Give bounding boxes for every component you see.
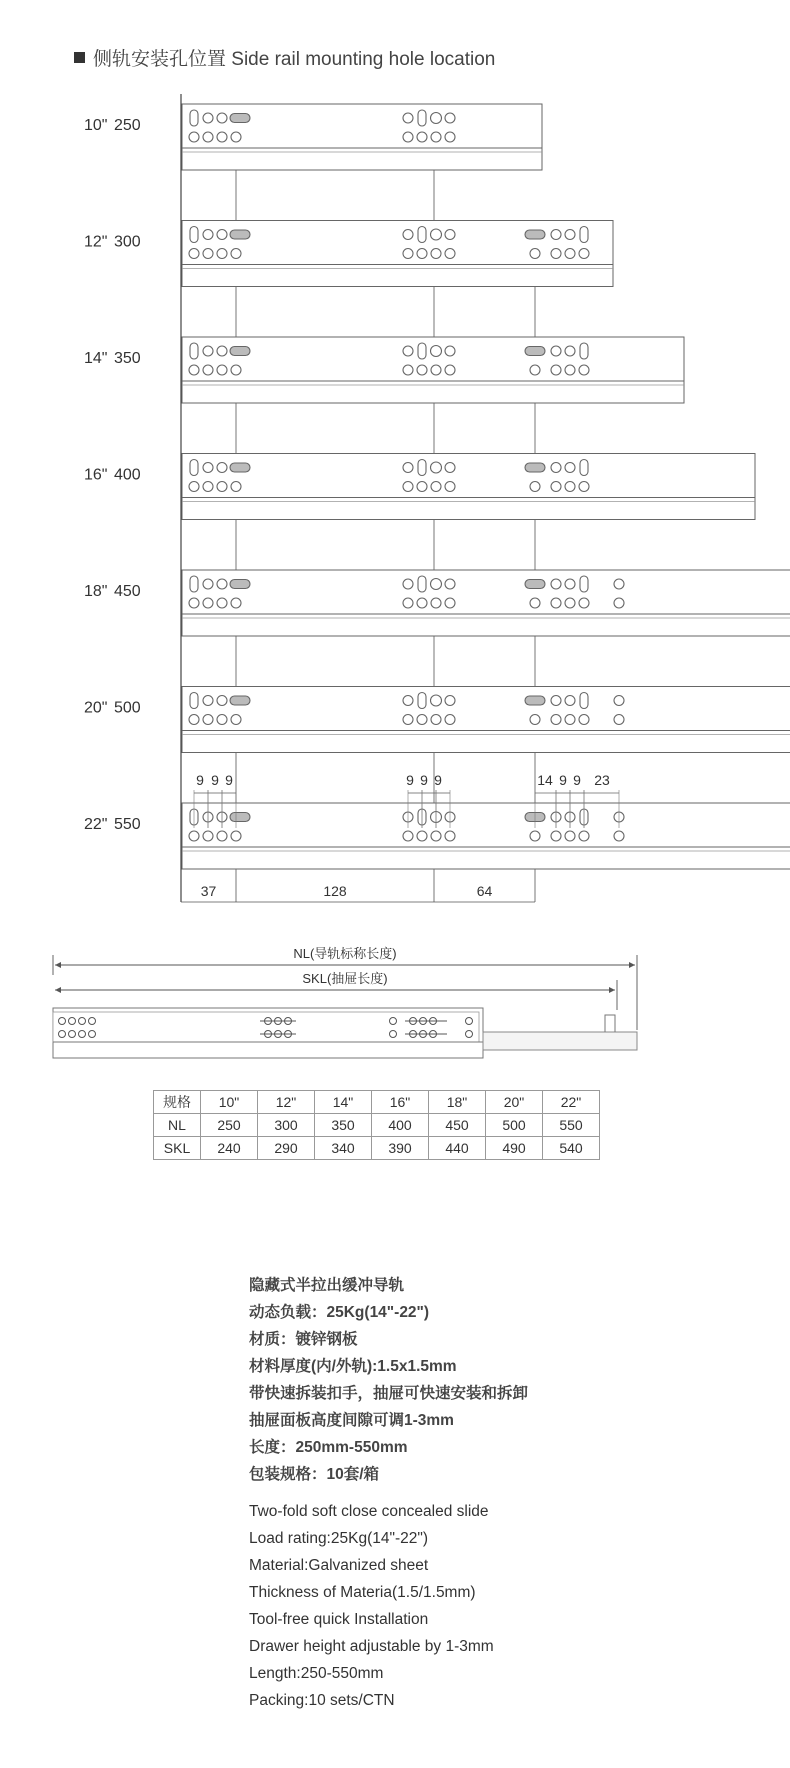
hole-icon — [565, 696, 575, 706]
hole-icon — [189, 482, 199, 492]
slot-icon — [230, 696, 250, 705]
hole-icon — [217, 463, 227, 473]
hole-icon — [403, 132, 413, 142]
desc-line: Packing:10 sets/CTN — [249, 1692, 395, 1709]
slot-icon — [230, 347, 250, 356]
hole-icon — [217, 346, 227, 356]
hole-icon — [466, 1018, 473, 1025]
hole-icon — [614, 598, 624, 608]
hole-icon — [203, 249, 213, 259]
rail-size-inch: 14" — [84, 350, 108, 367]
table-cell: 14" — [315, 1091, 372, 1114]
hole-icon — [189, 132, 199, 142]
hole-icon — [217, 598, 227, 608]
desc-line: Length:250-550mm — [249, 1665, 384, 1682]
hole-spacing-label: 9 — [225, 772, 233, 788]
hole-icon — [579, 482, 589, 492]
hole-icon — [614, 831, 624, 841]
hole-icon — [551, 696, 561, 706]
slot-icon — [190, 693, 198, 709]
hole-icon — [530, 482, 540, 492]
hole-icon — [390, 1018, 397, 1025]
hole-icon — [431, 482, 441, 492]
hole-icon — [530, 365, 540, 375]
hole-icon — [285, 1018, 292, 1025]
slot-icon — [230, 463, 250, 472]
hole-icon — [430, 1031, 437, 1038]
hole-icon — [417, 598, 427, 608]
hole-icon — [189, 365, 199, 375]
desc-line: Two-fold soft close concealed slide — [249, 1503, 489, 1520]
hole-icon — [203, 132, 213, 142]
hole-icon — [431, 715, 441, 725]
hole-icon — [551, 598, 561, 608]
hole-icon — [231, 132, 241, 142]
slot-icon — [580, 576, 588, 592]
hole-icon — [565, 831, 575, 841]
slot-icon — [525, 580, 545, 589]
hole-icon — [551, 715, 561, 725]
slot-icon — [230, 813, 250, 822]
hole-icon — [445, 696, 455, 706]
hole-icon — [431, 132, 441, 142]
hole-icon — [217, 113, 227, 123]
hole-icon — [69, 1018, 76, 1025]
hole-icon — [217, 365, 227, 375]
slot-icon — [418, 693, 426, 709]
desc-line: Tool-free quick Installation — [249, 1611, 429, 1628]
slot-icon — [580, 693, 588, 709]
rail-size-inch: 16" — [84, 466, 108, 484]
hole-icon — [579, 831, 589, 841]
desc-line: Load rating:25Kg(14"-22") — [249, 1530, 429, 1547]
table-cell: 16" — [372, 1091, 429, 1114]
bottom-dimension-label: 128 — [323, 883, 347, 899]
rail-outline — [182, 454, 755, 520]
hole-icon — [403, 230, 413, 240]
hole-icon — [217, 230, 227, 240]
hole-icon — [445, 113, 455, 123]
hole-icon — [285, 1031, 292, 1038]
table-cell: 240 — [201, 1137, 258, 1160]
hole-icon — [203, 598, 213, 608]
slot-icon — [525, 696, 545, 705]
hole-icon — [203, 365, 213, 375]
hole-icon — [203, 463, 213, 473]
hole-icon — [417, 132, 427, 142]
hole-icon — [445, 831, 455, 841]
desc-line: 抽屉面板高度间隙可调1-3mm — [249, 1412, 454, 1429]
hole-icon — [275, 1018, 282, 1025]
hole-icon — [445, 482, 455, 492]
hole-icon — [431, 831, 441, 841]
hole-icon — [403, 696, 413, 706]
hole-icon — [89, 1018, 96, 1025]
hole-icon — [530, 715, 540, 725]
hole-icon — [403, 249, 413, 259]
desc-line: 材料厚度(内/外轨):1.5x1.5mm — [249, 1358, 457, 1375]
hole-icon — [417, 715, 427, 725]
table-cell: 18" — [429, 1091, 486, 1114]
slot-icon — [525, 463, 545, 472]
table-cell: 290 — [258, 1137, 315, 1160]
desc-line: 包装规格：10套/箱 — [249, 1466, 380, 1483]
hole-icon — [403, 463, 413, 473]
hole-icon — [551, 831, 561, 841]
hole-spacing-label: 9 — [406, 772, 414, 788]
hole-icon — [203, 346, 213, 356]
hole-icon — [417, 482, 427, 492]
spec-table — [153, 1090, 600, 1160]
hole-spacing-label: 9 — [434, 772, 442, 788]
bottom-dimension-label: 64 — [476, 883, 493, 899]
slot-icon — [418, 343, 426, 359]
rail-size-mm: 350 — [114, 350, 141, 367]
hole-icon — [203, 696, 213, 706]
nl-label: NL(导轨标称长度) — [293, 946, 397, 961]
hole-icon — [203, 230, 213, 240]
rail-size-inch: 18" — [84, 583, 108, 600]
hole-icon — [614, 579, 624, 589]
table-cell: SKL — [154, 1137, 201, 1160]
hole-icon — [579, 365, 589, 375]
hole-icon — [203, 579, 213, 589]
hole-icon — [431, 346, 442, 357]
hole-spacing-label: 14 — [537, 772, 553, 788]
hole-icon — [551, 463, 561, 473]
hole-icon — [403, 598, 413, 608]
rail-size-mm: 450 — [114, 583, 141, 600]
hole-icon — [79, 1018, 86, 1025]
desc-line: 长度：250mm-550mm — [249, 1439, 408, 1456]
slot-icon — [190, 576, 198, 592]
hole-icon — [445, 249, 455, 259]
hole-icon — [431, 365, 441, 375]
hole-icon — [530, 598, 540, 608]
hole-icon — [431, 249, 441, 259]
hole-icon — [265, 1018, 272, 1025]
hole-icon — [579, 598, 589, 608]
table-cell: 250 — [201, 1114, 258, 1137]
rail-size-mm: 500 — [114, 699, 141, 717]
hole-icon — [59, 1031, 66, 1038]
hole-spacing-label: 9 — [211, 772, 219, 788]
table-cell: 300 — [258, 1114, 315, 1137]
hole-icon — [445, 598, 455, 608]
hole-icon — [420, 1018, 427, 1025]
hole-icon — [403, 482, 413, 492]
hole-icon — [551, 482, 561, 492]
rail-size-mm: 550 — [114, 816, 141, 833]
rail-size-mm: 400 — [114, 466, 141, 484]
slot-icon — [230, 230, 250, 239]
desc-line: Thickness of Materia(1.5/1.5mm) — [249, 1584, 476, 1601]
hole-icon — [217, 696, 227, 706]
description-english — [249, 1498, 494, 1714]
table-cell: 500 — [486, 1114, 543, 1137]
hole-icon — [431, 579, 442, 590]
description-chinese — [249, 1272, 528, 1488]
hole-icon — [59, 1018, 66, 1025]
hole-icon — [565, 463, 575, 473]
hole-icon — [614, 715, 624, 725]
hole-icon — [565, 365, 575, 375]
hole-spacing-label: 23 — [594, 772, 610, 788]
hole-icon — [403, 346, 413, 356]
hole-icon — [231, 249, 241, 259]
table-cell: 340 — [315, 1137, 372, 1160]
hole-icon — [417, 249, 427, 259]
hole-icon — [231, 598, 241, 608]
slot-icon — [190, 343, 198, 359]
hole-icon — [203, 482, 213, 492]
hole-icon — [565, 482, 575, 492]
hole-icon — [217, 579, 227, 589]
hole-icon — [530, 831, 540, 841]
desc-line: 带快速拆装扣手，抽屉可快速安装和拆卸 — [249, 1385, 529, 1402]
hole-icon — [445, 365, 455, 375]
hole-icon — [217, 715, 227, 725]
hole-icon — [403, 365, 413, 375]
table-cell: 550 — [543, 1114, 600, 1137]
slot-icon — [230, 114, 250, 123]
hole-icon — [231, 365, 241, 375]
hole-icon — [203, 715, 213, 725]
desc-line: Drawer height adjustable by 1-3mm — [249, 1638, 494, 1655]
hole-icon — [551, 249, 561, 259]
hole-icon — [403, 831, 413, 841]
slot-icon — [230, 580, 250, 589]
hole-icon — [431, 695, 442, 706]
hole-icon — [203, 113, 213, 123]
desc-line: 材质：镀锌钢板 — [249, 1331, 358, 1348]
hole-icon — [189, 831, 199, 841]
slot-icon — [580, 460, 588, 476]
table-cell: 540 — [543, 1137, 600, 1160]
desc-line: 动态负载：25Kg(14"-22") — [249, 1304, 430, 1321]
desc-line: 隐藏式半拉出缓冲导轨 — [249, 1277, 405, 1294]
hole-icon — [417, 365, 427, 375]
hole-spacing-label: 9 — [196, 772, 204, 788]
table-cell: 450 — [429, 1114, 486, 1137]
rail-size-inch: 20" — [84, 699, 108, 717]
table-cell: 390 — [372, 1137, 429, 1160]
hole-icon — [579, 249, 589, 259]
hole-icon — [466, 1031, 473, 1038]
hole-icon — [403, 113, 413, 123]
slot-icon — [580, 227, 588, 243]
slot-icon — [418, 227, 426, 243]
hole-icon — [445, 579, 455, 589]
hole-icon — [445, 230, 455, 240]
hole-icon — [431, 229, 442, 240]
rail-size-inch: 22" — [84, 816, 108, 833]
slot-icon — [418, 576, 426, 592]
slot-icon — [190, 460, 198, 476]
hole-icon — [410, 1031, 417, 1038]
table-row — [154, 1137, 600, 1160]
rail-outline — [182, 570, 790, 636]
rail-outline — [182, 687, 790, 753]
rail-size-mm: 250 — [114, 117, 141, 134]
hole-icon — [410, 1018, 417, 1025]
table-cell: 22" — [543, 1091, 600, 1114]
hole-icon — [231, 715, 241, 725]
desc-line: Material:Galvanized sheet — [249, 1557, 429, 1574]
hole-icon — [189, 598, 199, 608]
hole-icon — [431, 598, 441, 608]
hole-icon — [420, 1031, 427, 1038]
hole-icon — [551, 579, 561, 589]
table-cell: 10" — [201, 1091, 258, 1114]
hole-spacing-label: 9 — [559, 772, 567, 788]
rail-outline — [182, 803, 790, 869]
hole-icon — [189, 249, 199, 259]
hole-icon — [445, 346, 455, 356]
slot-icon — [525, 230, 545, 239]
rail-size-mm: 300 — [114, 233, 141, 251]
hole-icon — [445, 463, 455, 473]
hole-icon — [551, 230, 561, 240]
rail-size-inch: 10" — [84, 117, 108, 134]
hole-icon — [203, 831, 213, 841]
hole-icon — [614, 696, 624, 706]
table-cell: NL — [154, 1114, 201, 1137]
hole-icon — [565, 715, 575, 725]
hole-icon — [579, 715, 589, 725]
hole-icon — [189, 715, 199, 725]
table-cell: 490 — [486, 1137, 543, 1160]
hole-spacing-label: 9 — [420, 772, 428, 788]
hole-icon — [551, 365, 561, 375]
hole-icon — [231, 831, 241, 841]
hole-icon — [445, 132, 455, 142]
slot-icon — [525, 347, 545, 356]
hole-icon — [217, 831, 227, 841]
slot-icon — [190, 110, 198, 126]
rail-size-inch: 12" — [84, 233, 108, 251]
table-cell: 400 — [372, 1114, 429, 1137]
hole-spacing-label: 9 — [573, 772, 581, 788]
table-cell: 350 — [315, 1114, 372, 1137]
hole-icon — [551, 346, 561, 356]
hole-icon — [565, 346, 575, 356]
hole-icon — [417, 831, 427, 841]
slot-icon — [418, 110, 426, 126]
table-cell: 规格 — [154, 1091, 201, 1114]
table-cell: 440 — [429, 1137, 486, 1160]
hole-icon — [403, 579, 413, 589]
section-heading-text: 侧轨安装孔位置 Side rail mounting hole location — [93, 49, 496, 70]
hole-icon — [265, 1031, 272, 1038]
hole-icon — [565, 230, 575, 240]
hole-icon — [445, 715, 455, 725]
hole-icon — [430, 1018, 437, 1025]
hole-icon — [275, 1031, 282, 1038]
hole-icon — [69, 1031, 76, 1038]
hole-icon — [79, 1031, 86, 1038]
hole-icon — [390, 1031, 397, 1038]
hole-icon — [89, 1031, 96, 1038]
table-row — [154, 1114, 600, 1137]
skl-label: SKL(抽屉长度) — [302, 971, 388, 986]
slot-icon — [190, 227, 198, 243]
hole-icon — [217, 249, 227, 259]
hole-icon — [217, 482, 227, 492]
hole-icon — [403, 715, 413, 725]
hole-icon — [565, 249, 575, 259]
hole-icon — [565, 598, 575, 608]
hole-icon — [431, 462, 442, 473]
slot-icon — [418, 460, 426, 476]
bottom-dimension-label: 37 — [200, 883, 217, 899]
table-cell: 12" — [258, 1091, 315, 1114]
hole-icon — [217, 132, 227, 142]
hole-icon — [530, 249, 540, 259]
hole-icon — [431, 113, 442, 124]
hole-icon — [565, 579, 575, 589]
slot-icon — [580, 343, 588, 359]
table-header-row — [154, 1091, 600, 1114]
table-cell: 20" — [486, 1091, 543, 1114]
hole-icon — [231, 482, 241, 492]
